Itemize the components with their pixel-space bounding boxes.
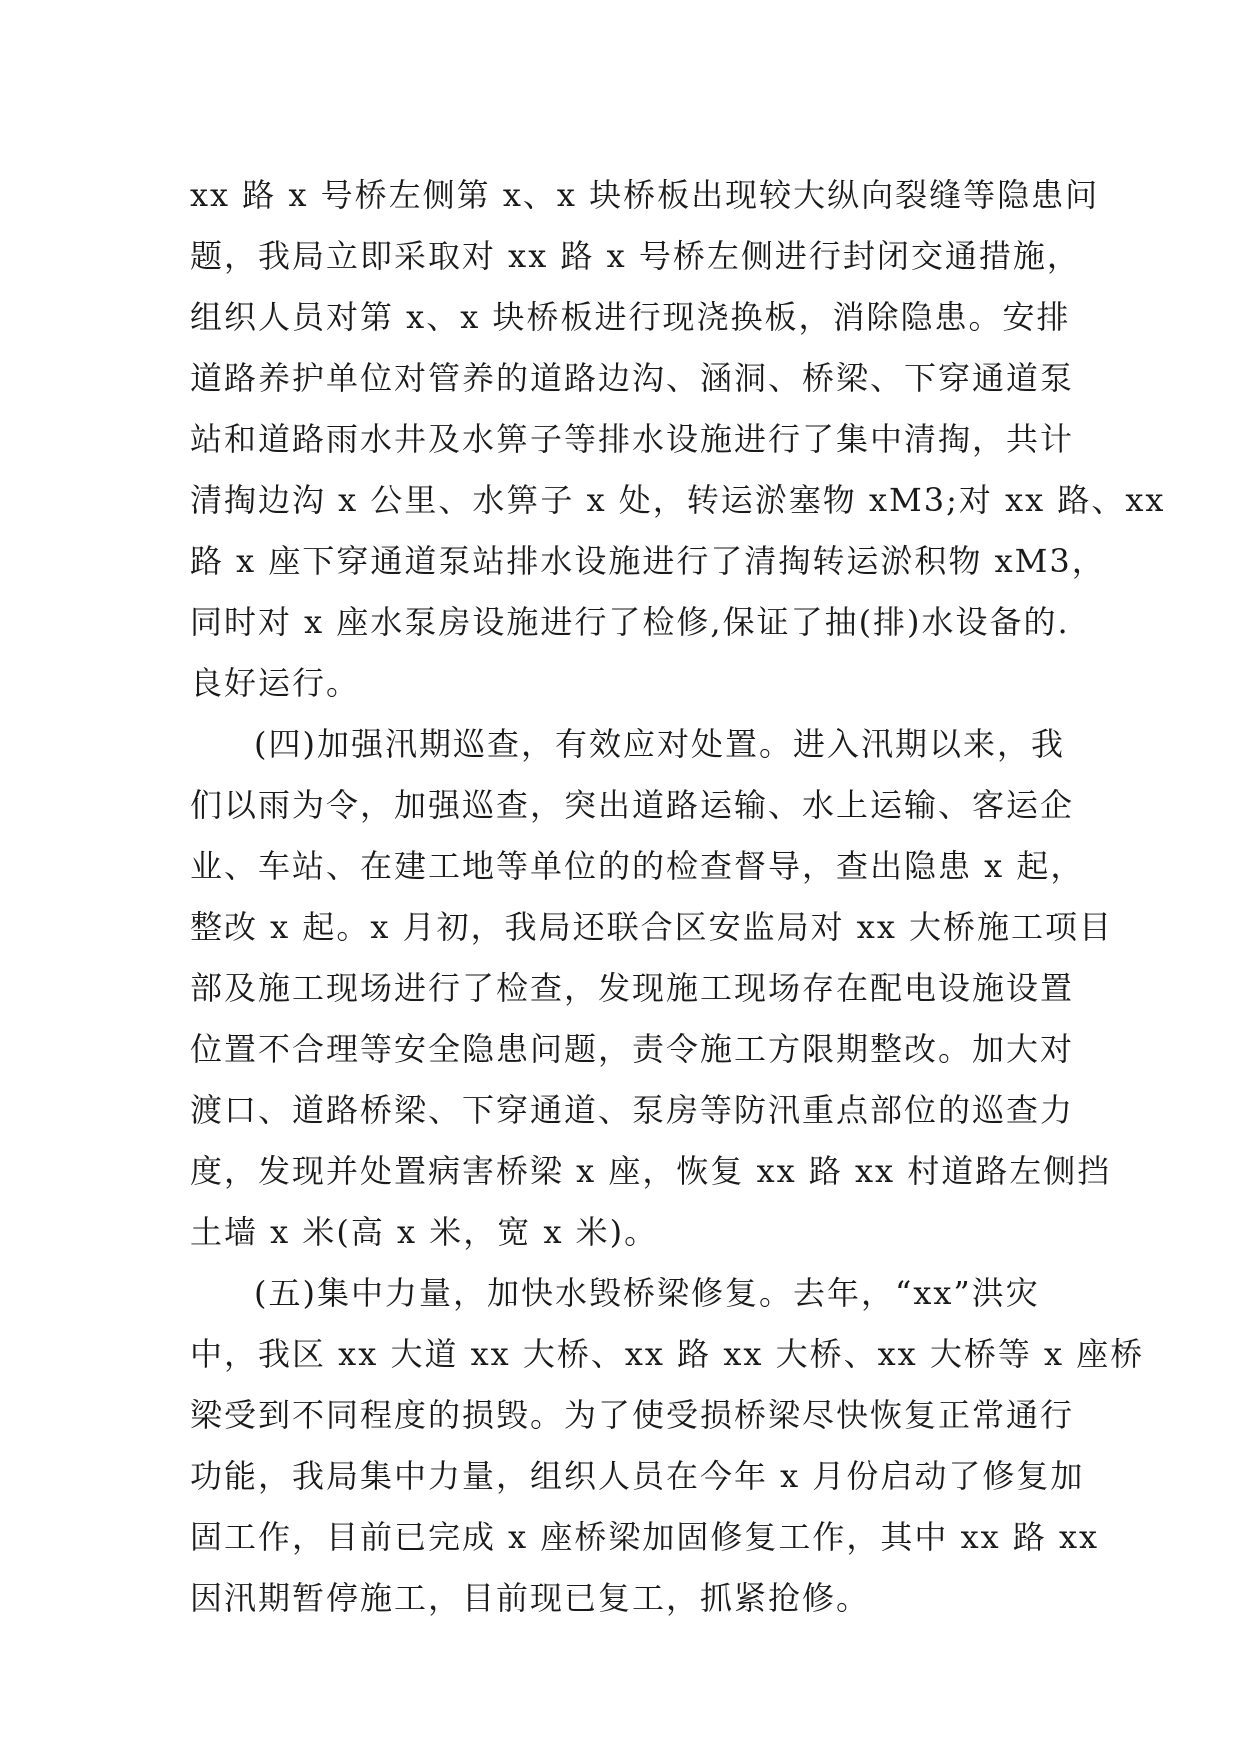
text-line: 清掏边沟 x 公里、水箅子 x 处，转运淤塞物 xM3;对 xx 路、xx: [190, 481, 1166, 519]
text-line: 业、车站、在建工地等单位的的检查督导，查出隐患 x 起，: [190, 847, 1085, 885]
text-line: 同时对 x 座水泵房设施进行了检修,保证了抽(排)水设备的.: [190, 603, 1070, 641]
text-line: 土墙 x 米(高 x 米，宽 x 米)。: [190, 1213, 659, 1251]
text-line: 渡口、道路桥梁、下穿通道、泵房等防汛重点部位的巡查力: [190, 1091, 1075, 1129]
text-line: 良好运行。: [190, 664, 361, 702]
text-line: 题，我局立即采取对 xx 路 x 号桥左侧进行封闭交通措施，: [190, 237, 1081, 275]
text-line: 因汛期暂停施工，目前现已复工，抓紧抢修。: [190, 1579, 871, 1617]
paragraph-start-line: (四)加强汛期巡查，有效应对处置。进入汛期以来，我: [254, 725, 1065, 763]
text-line: 梁受到不同程度的损毁。为了使受损桥梁尽快恢复正常通行: [190, 1396, 1075, 1434]
text-line: xx 路 x 号桥左侧第 x、x 块桥板出现较大纵向裂缝等隐患问: [190, 176, 1100, 214]
text-line: 固工作，目前已完成 x 座桥梁加固修复工作，其中 xx 路 xx: [190, 1518, 1100, 1556]
text-line: 路 x 座下穿通道泵站排水设施进行了清掏转运淤积物 xM3，: [190, 542, 1106, 580]
text-line: 功能，我局集中力量，组织人员在今年 x 月份启动了修复加: [190, 1457, 1085, 1495]
text-line: 们以雨为令，加强巡查，突出道路运输、水上运输、客运企: [190, 786, 1075, 824]
text-line: 组织人员对第 x、x 块桥板进行现浇换板，消除隐患。安排: [190, 298, 1071, 336]
paragraph-start-line: (五)集中力量，加快水毁桥梁修复。去年，“xx”洪灾: [254, 1274, 1040, 1312]
body-text: [190, 165, 1166, 1629]
text-line: 位置不合理等安全隐患问题，责令施工方限期整改。加大对: [190, 1030, 1075, 1068]
text-line: 度，发现并处置病害桥梁 x 座，恢复 xx 路 xx 村道路左侧挡: [190, 1152, 1112, 1190]
text-line: 整改 x 起。x 月初，我局还联合区安监局对 xx 大桥施工项目: [190, 908, 1114, 946]
text-line: 中，我区 xx 大道 xx 大桥、xx 路 xx 大桥、xx 大桥等 x 座桥: [190, 1335, 1145, 1373]
text-line: 站和道路雨水井及水箅子等排水设施进行了集中清掏，共计: [190, 420, 1075, 458]
text-line: 部及施工现场进行了检查，发现施工现场存在配电设施设置: [190, 969, 1075, 1007]
text-line: 道路养护单位对管养的道路边沟、涵洞、桥梁、下穿通道泵: [190, 359, 1075, 397]
